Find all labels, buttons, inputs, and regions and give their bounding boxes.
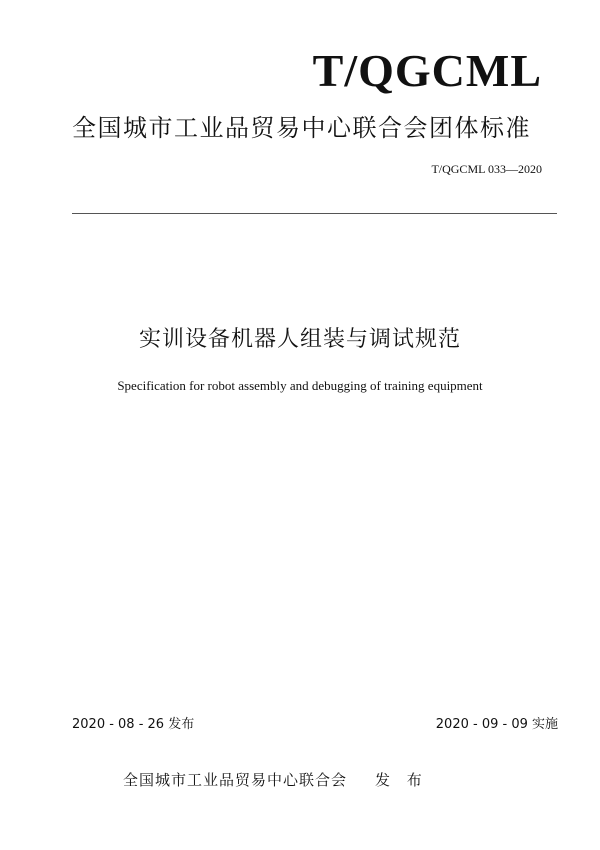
implementation-date: 2020 - 09 - 09 实施 <box>435 717 558 732</box>
document-title-chinese: 实训设备机器人组装与调试规范 <box>138 327 461 352</box>
publisher-name: 全国城市工业品贸易中心联合会 <box>123 771 348 789</box>
standard-number: T/QGCML 033—2020 <box>431 162 542 176</box>
document-title-english: Specification for robot assembly and debugging of training equipment <box>117 378 483 393</box>
organization-standard-name: 全国城市工业品贸易中心联合会团体标准 <box>72 114 531 142</box>
standard-brand-code: T/QGCML <box>312 45 542 96</box>
publish-label: 发 布 <box>375 771 428 789</box>
header-divider <box>72 213 557 214</box>
issue-date: 2020 - 08 - 26 发布 <box>72 717 195 732</box>
publisher-line <box>123 773 428 788</box>
